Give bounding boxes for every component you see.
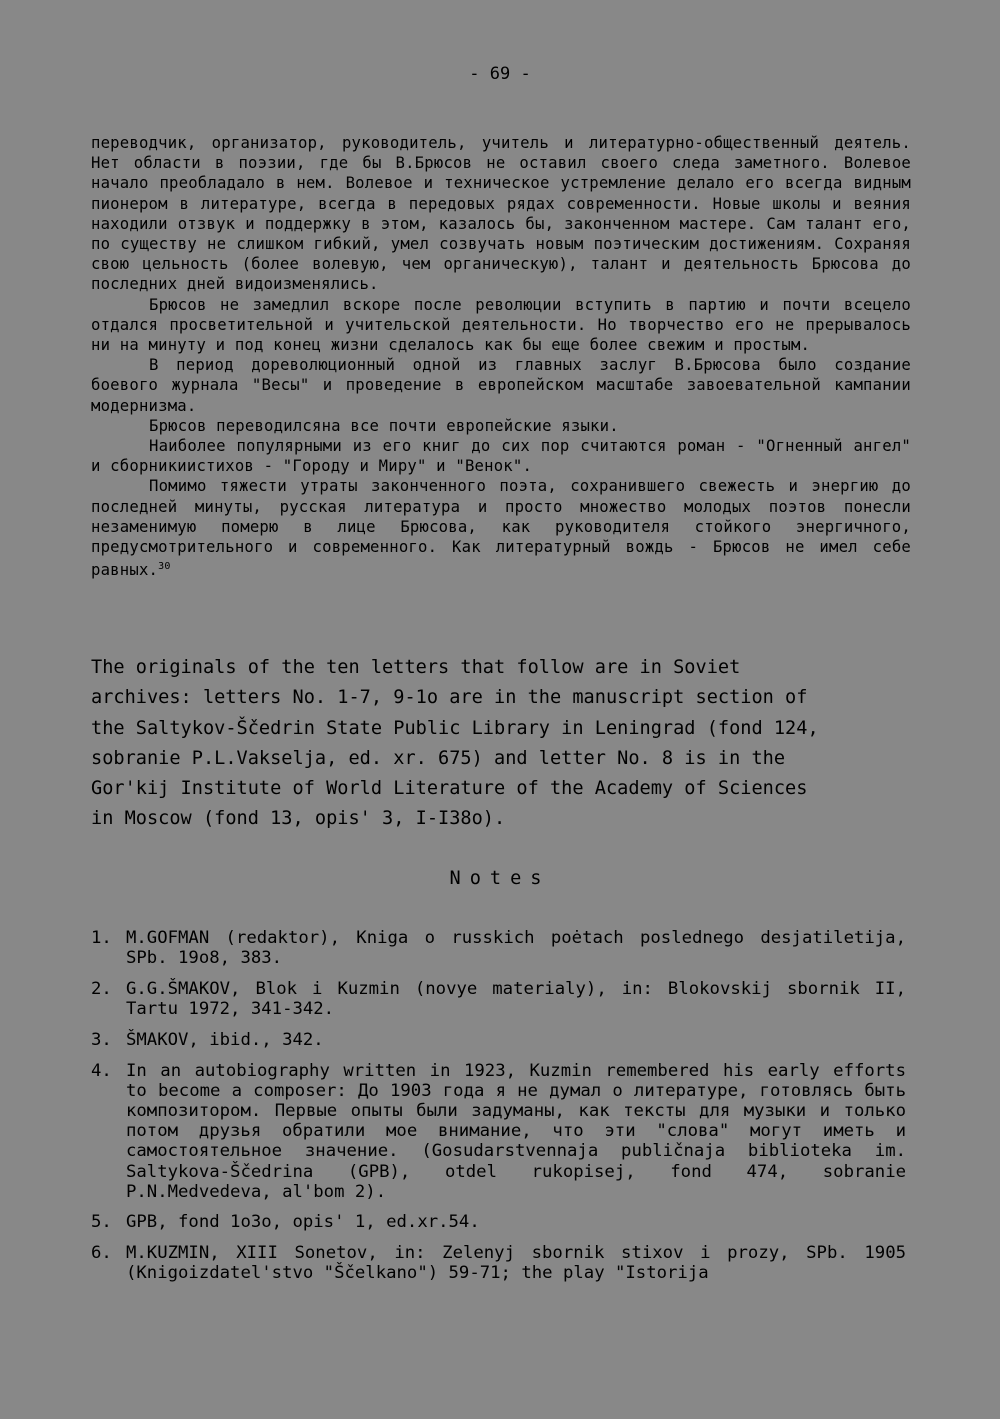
originals-paragraph	[91, 653, 891, 835]
note-item	[91, 1030, 906, 1050]
footnote-reference: 30	[158, 561, 171, 573]
paragraph-6-text: Помимо тяжести утраты законченного поэта, сохранившего свежесть и энергию до последней минуты, русская литература и просто множество молодых поэтов понесли незаменимую померю в лице Брюсова, как руководителя стойкого энергичного, предусмотрительного и современного. Как литературный вождь - Брюсов не имел себе равных.	[91, 477, 911, 580]
note-item	[91, 979, 906, 1019]
note-text: In an autobiography written in 1923, Kuzmin remembered his early efforts to become a composer: До 1903 года я не думал о литературе, готовлясь быть композитором. Первые опыты были задуманы, как тексты для музыки и только потом друзья обратили мое внимание, что эти "слова" могут иметь и самостоятельное значение. (Gosudarstvennaja publičnaja biblioteka im. Saltykova-Ščedrina (GPB), otdel rukopisej, fond 474, sobranie P.N.Medvedeva, al'bom 2).	[126, 1060, 906, 1202]
paragraph-4: Брюсов переводилсяна все почти европейские языки.	[149, 416, 619, 435]
paragraph-6	[91, 476, 911, 580]
note-number: 6.	[91, 1243, 112, 1264]
paragraph-3: В период дореволюционный одной из главных заслуг В.Брюсова было создание боевого журнала "Весы" и проведение в европейском масштабе завоевательной кампании модернизма.	[91, 356, 911, 415]
notes-list	[91, 928, 906, 1294]
paragraph-2: Брюсов не замедлил вскоре после революции вступить в партию и почти всецело отдался просветительной и учительской деятельности. Но творчество его не прерывалось ни на минуту и под конец жизни сделалось как бы еще более свежим и простым.	[91, 295, 911, 355]
note-number: 2.	[91, 978, 112, 999]
note-number: 4.	[91, 1060, 112, 1081]
note-item	[91, 1243, 906, 1283]
note-text: GPB, fond 1o3o, opis' 1, ed.xr.54.	[126, 1212, 480, 1233]
originals-line: in Moscow (fond 13, opis' 3, I-I38o).	[91, 808, 506, 830]
note-number: 3.	[91, 1029, 112, 1050]
note-number: 5.	[91, 1212, 112, 1233]
note-item	[91, 1212, 906, 1232]
notes-heading: Notes	[449, 868, 551, 889]
note-text: ŠMAKOV, ibid., 342.	[126, 1029, 324, 1050]
note-text: M.GOFMAN (redaktor), Kniga o russkich poėtach poslednego desjatiletija, SPb. 19o8, 383.	[126, 928, 906, 969]
page-number: - 69 -	[469, 64, 531, 84]
note-text: M.KUZMIN, XIII Sonetov, in: Zelenyj sbornik stixov i prozy, SPb. 1905 (Knigoizdatel'stvo "Ščelkano") 59-71; the play "Istorija	[126, 1243, 906, 1284]
originals-line: sobranie P.L.Vakselja, ed. xr. 675) and letter No. 8 is in the	[91, 747, 786, 769]
originals-line: The originals of the ten letters that follow are in Soviet	[91, 657, 741, 678]
paragraph-1: переводчик, организатор, руководитель, учитель и литературно-общественный деятель. Нет области в поэзии, где бы В.Брюсов не оставил своего следа заметного. Волевое начало преобладало в нем. Волевое и техническое устремление делало его всегда видным пионером в литературе, всегда в передовых рядах современности. Новые школы и веяния находили отзвук и поддержку в этом, казалось бы, законченном мастере. Сам талант его, по существу не слишком гибкий, умел созвучать новым поэтическим достижениям. Сохраняя свою цельность (более волевую, чем органическую), талант и деятельность Брюсова до последних дней видоизменялись.	[91, 134, 911, 294]
originals-line: Gor'kij Institute of World Literature of the Academy of Sciences	[91, 778, 808, 800]
note-item	[91, 1061, 906, 1202]
note-text: G.G.ŠMAKOV, Blok i Kuzmin (novye materialy), in: Blokovskij sbornik II, Tartu 1972, 341-342.	[126, 978, 906, 1020]
russian-text-body	[91, 133, 911, 581]
paragraph-5: Наиболее популярными из его книг до сих пор считаются роман - "Огненный ангел" и сборникиистихов - "Городу и Миру" и "Венок".	[91, 437, 911, 476]
note-number: 1.	[91, 928, 112, 948]
originals-line: the Saltykov-Ščedrin State Public Library in Leningrad (fond 124,	[91, 717, 819, 739]
originals-line: archives: letters No. 1-7, 9-1o are in the manuscript section of	[91, 687, 808, 709]
note-item	[91, 928, 906, 968]
